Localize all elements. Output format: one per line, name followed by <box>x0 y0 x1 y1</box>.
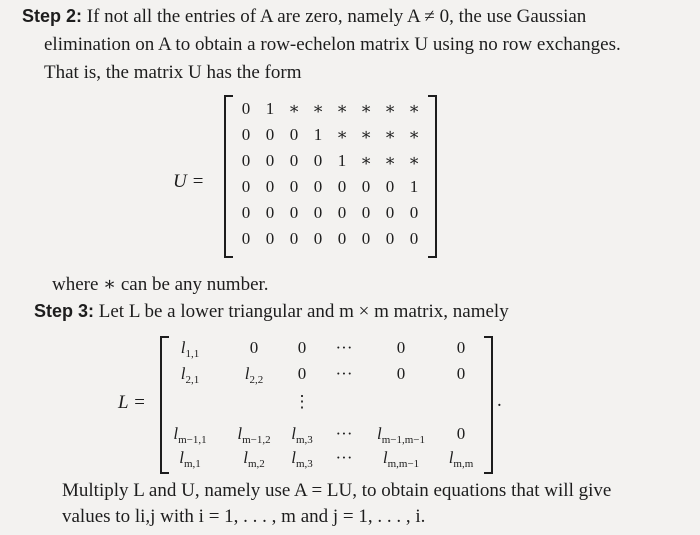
matrix-u-cell: ∗ <box>360 99 372 118</box>
closing-line2: values to li,j with i = 1, . . . , m and j = 1, . . . , i. <box>62 506 426 527</box>
matrix-l-cell: $l_{2,1}$ <box>180 364 200 386</box>
matrix-l-cell: ⋮ <box>293 392 311 411</box>
matrix-u-cell: 0 <box>289 229 299 248</box>
matrix-u-cell: 0 <box>289 177 299 196</box>
matrix-u-cell: 0 <box>313 151 323 170</box>
matrix-u-cell: 0 <box>241 177 251 196</box>
matrix-l-cell: 0 <box>297 338 307 357</box>
matrix-u-cell: ∗ <box>336 99 348 118</box>
matrix-l-cell: $l_{m-1,m-1}$ <box>376 424 425 446</box>
matrix-l-cell: ··· <box>335 448 353 467</box>
matrix-l-cell: 0 <box>456 364 466 383</box>
matrix-u-cell: 0 <box>289 125 299 144</box>
matrix-l-cell: 0 <box>249 338 259 357</box>
matrix-l-cell: ··· <box>335 424 353 443</box>
matrix-u-cell: 0 <box>337 177 347 196</box>
matrix-u-cell: 0 <box>265 229 275 248</box>
matrix-l-cell: 0 <box>396 364 406 383</box>
where-line: where ∗ can be any number. <box>52 274 269 295</box>
matrix-u-cell: 0 <box>409 203 419 222</box>
matrix-u-cell: 0 <box>265 203 275 222</box>
matrix-l-cell: $l_{m,3}$ <box>291 448 313 470</box>
matrix-l-cell: $l_{1,1}$ <box>180 338 200 360</box>
matrix-u-cell: 1 <box>337 151 347 170</box>
matrix-u-cell: 0 <box>385 203 395 222</box>
matrix-u-cell: 0 <box>241 99 251 118</box>
step3-text: Let L be a lower triangular and m × m matrix, namely <box>94 301 509 322</box>
matrix-u-cell: ∗ <box>384 151 396 170</box>
step2-line3: That is, the matrix U has the form <box>44 62 302 83</box>
matrix-u-cell: 0 <box>289 203 299 222</box>
matrix-l-cell: 0 <box>456 338 466 357</box>
matrix-u-cell: 0 <box>265 125 275 144</box>
matrix-u-cell: 0 <box>313 229 323 248</box>
step3-label: Step 3: <box>34 301 95 321</box>
matrix-l-cell: $l_{m,m}$ <box>448 448 474 470</box>
matrix-l-cell: $l_{2,2}$ <box>244 364 264 386</box>
matrix-u-cell: 0 <box>313 177 323 196</box>
step3-line <box>34 301 509 323</box>
matrix-l-cell: ··· <box>335 364 353 383</box>
matrix-u-cell: ∗ <box>384 125 396 144</box>
step2-line2: elimination on A to obtain a row-echelon matrix U using no row exchanges. <box>44 34 621 55</box>
matrix-u-cell: 0 <box>265 151 275 170</box>
matrix-l-cell: $l_{m,m-1}$ <box>382 448 420 470</box>
matrix-u-cell: 0 <box>337 229 347 248</box>
matrix-u-cell: 0 <box>409 229 419 248</box>
matrix-u-cell: 0 <box>241 151 251 170</box>
matrix-l-cell: $l_{m-1,1}$ <box>173 424 207 446</box>
step2-text-1: If not all the entries of A are zero, namely A ≠ 0, the use Gaussian <box>82 6 587 27</box>
matrix-u-cell: ∗ <box>360 125 372 144</box>
matrix-u-cell: ∗ <box>408 99 420 118</box>
matrix-u-cell: 1 <box>409 177 419 196</box>
matrix-l-cell: 0 <box>456 424 466 443</box>
matrix-u-cell: ∗ <box>312 99 324 118</box>
matrix-u-cell: 1 <box>265 99 275 118</box>
matrix-u-cell: 0 <box>313 203 323 222</box>
matrix-u-cell: 0 <box>289 151 299 170</box>
matrix-l-cell: $l_{m,3}$ <box>291 424 313 446</box>
matrix-u-cell: 0 <box>241 125 251 144</box>
matrix-u <box>234 99 426 255</box>
matrix-u-cell: 0 <box>385 229 395 248</box>
matrix-l-cell: $l_{m,1}$ <box>179 448 201 470</box>
matrix-u-cell: 0 <box>241 203 251 222</box>
matrix-l-cell: 0 <box>297 364 307 383</box>
matrix-u-left-bracket <box>224 95 233 258</box>
matrix-u-cell: 0 <box>241 229 251 248</box>
matrix-l-right-bracket <box>484 336 493 474</box>
step2-label: Step 2: <box>22 6 83 26</box>
matrix-l-cell: $l_{m,2}$ <box>243 448 265 470</box>
matrix-l <box>168 338 484 470</box>
matrix-l-label: L = <box>118 392 146 413</box>
matrix-u-label: U = <box>173 171 205 192</box>
matrix-u-cell: 0 <box>265 177 275 196</box>
matrix-u-right-bracket <box>428 95 437 258</box>
matrix-u-cell: 1 <box>313 125 323 144</box>
matrix-u-cell: 0 <box>361 177 371 196</box>
matrix-u-cell: ∗ <box>360 151 372 170</box>
matrix-u-cell: 0 <box>361 229 371 248</box>
matrix-l-cell: $l_{m-1,2}$ <box>237 424 271 446</box>
matrix-l-cell: ··· <box>335 338 353 357</box>
matrix-l-cell: 0 <box>396 338 406 357</box>
matrix-u-cell: 0 <box>337 203 347 222</box>
closing-line1: Multiply L and U, namely use A = LU, to obtain equations that will give <box>62 480 612 501</box>
matrix-u-cell: ∗ <box>408 151 420 170</box>
step2-line1 <box>22 6 586 28</box>
matrix-l-trailing-period: . <box>497 390 502 411</box>
matrix-u-cell: ∗ <box>408 125 420 144</box>
matrix-u-cell: ∗ <box>288 99 300 118</box>
matrix-u-cell: ∗ <box>384 99 396 118</box>
matrix-u-cell: 0 <box>361 203 371 222</box>
matrix-u-cell: 0 <box>385 177 395 196</box>
matrix-u-cell: ∗ <box>336 125 348 144</box>
